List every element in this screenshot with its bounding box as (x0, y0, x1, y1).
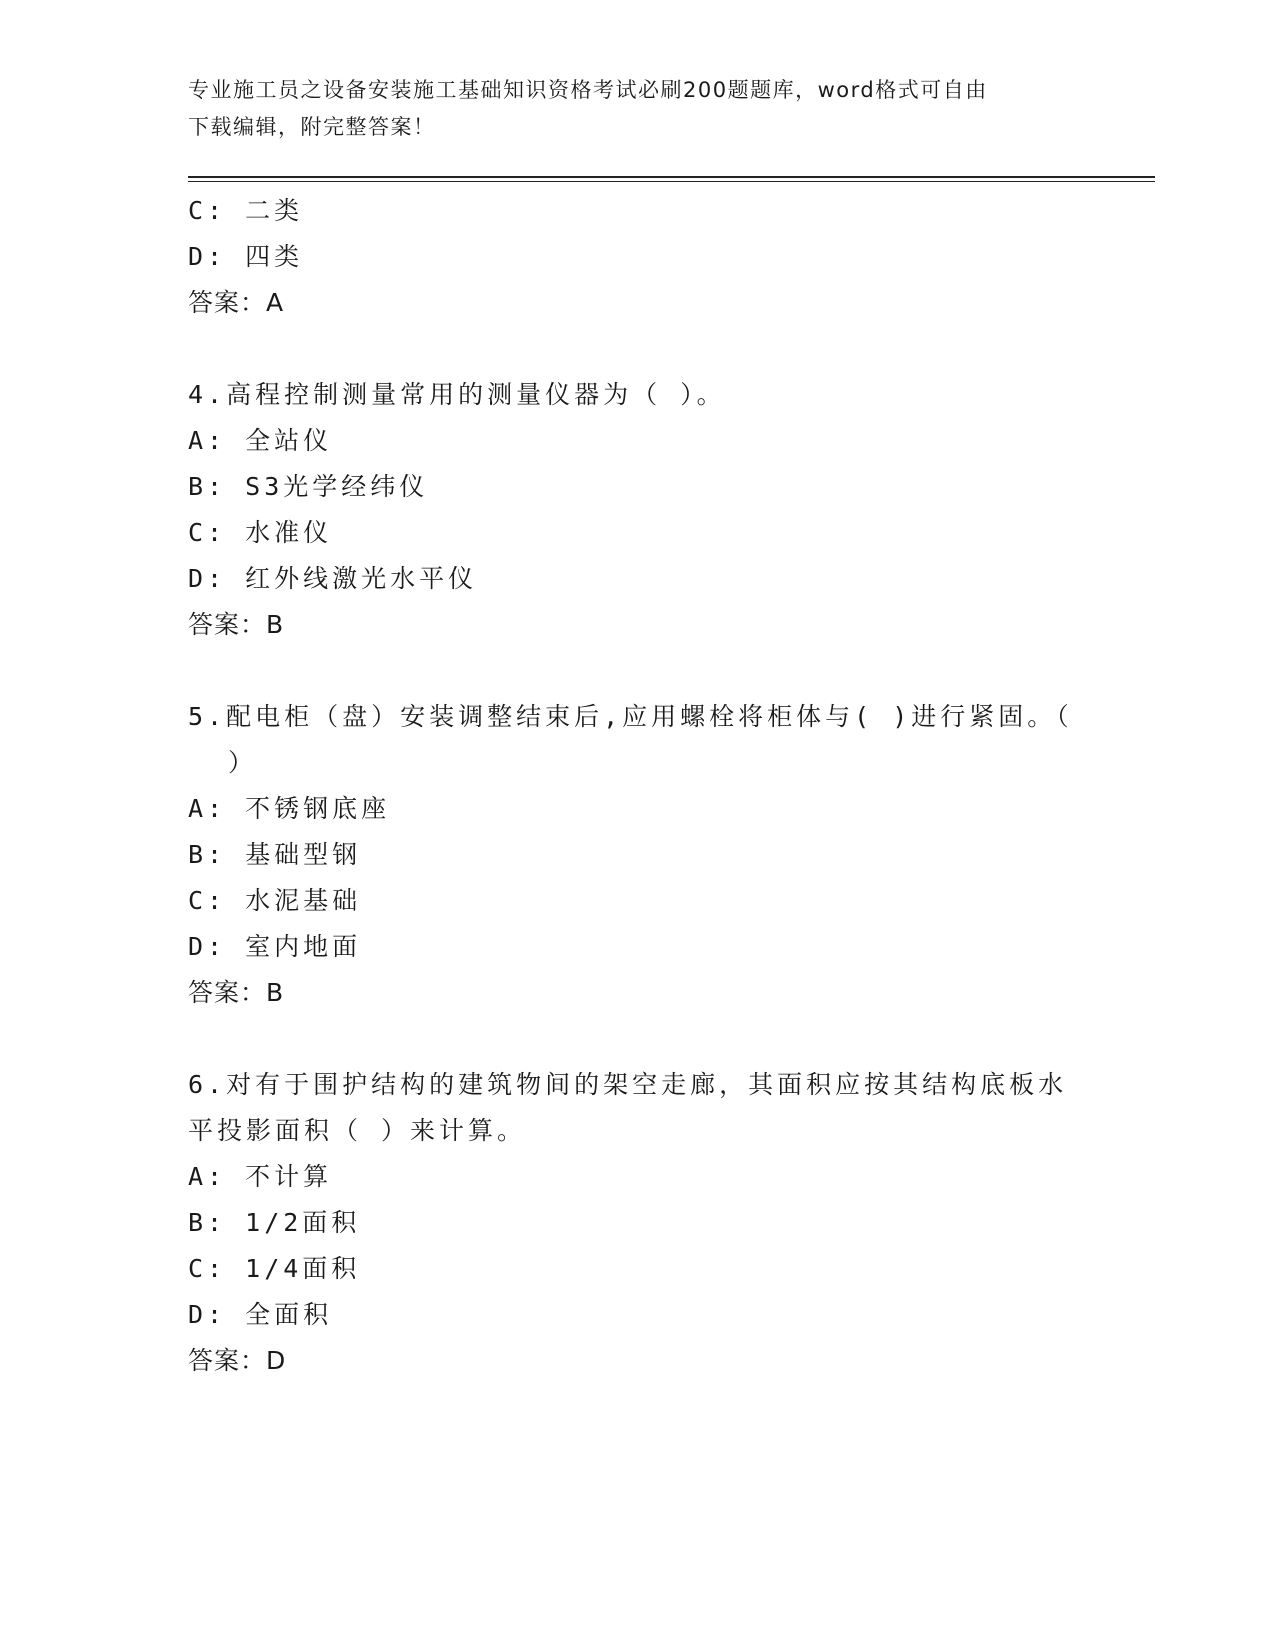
question-stem-line-1: 6.对有于围护结构的建筑物间的架空走廊，其面积应按其结构底板水 (188, 1070, 1068, 1099)
question-stem: 4.高程控制测量常用的测量仪器为（ ）。 (188, 380, 726, 409)
option-c: C: 水准仪 (188, 518, 333, 547)
question-3 (188, 188, 1068, 326)
option-c: C: 水泥基础 (188, 886, 362, 915)
document-header (188, 72, 1068, 146)
option-b: B: 基础型钢 (188, 840, 362, 869)
option-d: D: 红外线激光水平仪 (188, 564, 478, 593)
option-d: D: 室内地面 (188, 932, 362, 961)
answer-line: 答案：B (188, 610, 285, 639)
question-5 (188, 694, 1073, 1016)
header-divider-thin (188, 181, 1155, 182)
header-title-line-1: 专业施工员之设备安装施工基础知识资格考试必刷200题题库，word格式可自由 (188, 78, 988, 102)
header-divider-thick (188, 176, 1155, 178)
question-stem-line-2: ） (228, 748, 258, 777)
spacer (188, 648, 1068, 694)
question-list (188, 188, 1073, 1384)
spacer (188, 326, 1068, 372)
option-a: A: 全站仪 (188, 426, 333, 455)
question-stem-line-2: 平投影面积（ ）来计算。 (188, 1116, 527, 1145)
spacer (188, 1016, 1068, 1062)
option-c: C: 1/4面积 (188, 1254, 361, 1283)
option-b: B: 1/2面积 (188, 1208, 361, 1237)
question-6 (188, 1062, 1068, 1384)
option-d: D: 全面积 (188, 1300, 333, 1329)
option-c: C: 二类 (188, 196, 304, 225)
option-a: A: 不计算 (188, 1162, 333, 1191)
option-d: D: 四类 (188, 242, 304, 271)
question-stem-line-1: 5.配电柜（盘）安装调整结束后,应用螺栓将柜体与( )进行紧固。（ (188, 702, 1073, 731)
question-4 (188, 372, 1068, 648)
answer-line: 答案：B (188, 978, 285, 1007)
answer-line: 答案：D (188, 1346, 287, 1375)
option-b: B: S3光学经纬仪 (188, 472, 429, 501)
answer-line: 答案：A (188, 288, 285, 317)
option-a: A: 不锈钢底座 (188, 794, 391, 823)
header-title-line-2: 下载编辑，附完整答案！ (188, 115, 436, 139)
